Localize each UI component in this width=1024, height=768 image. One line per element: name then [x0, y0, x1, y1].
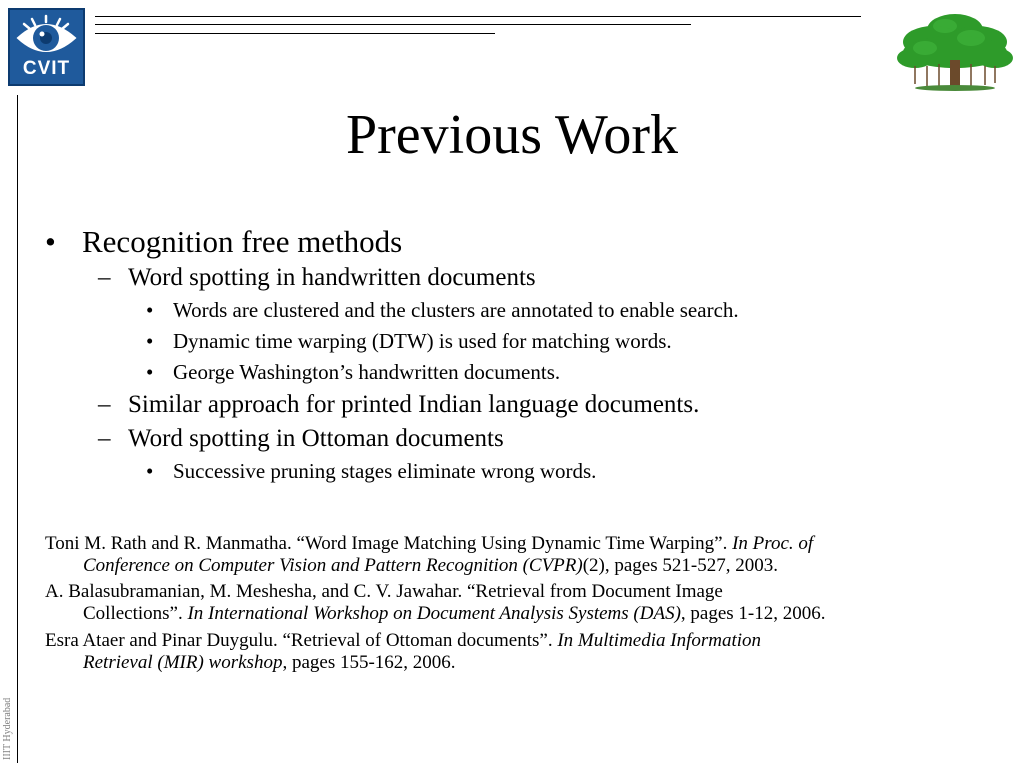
bullet-marker: • [146, 459, 154, 483]
bullet-marker: – [98, 391, 111, 418]
header-rule [95, 33, 495, 34]
reference-item [45, 630, 980, 674]
reference-line [45, 603, 980, 625]
bullet-item: Similar approach for printed Indian language documents. [128, 391, 700, 418]
bullet-marker: – [98, 264, 111, 291]
cvit-logo [8, 8, 85, 86]
reference-venue: In International Workshop on Document Analysis Systems (DAS) [187, 603, 681, 624]
reference-text: Collections”. [83, 603, 188, 624]
bullet-item: Word spotting in Ottoman documents [128, 425, 504, 452]
bullet-marker: • [45, 224, 56, 259]
tree-icon [895, 8, 1015, 92]
reference-venue: Conference on Computer Vision and Pattern Recognition (CVPR) [83, 555, 583, 576]
bullet-item: Successive pruning stages eliminate wrong words. [173, 459, 597, 483]
reference-venue: Retrieval (MIR) workshop [83, 652, 283, 673]
side-rule [17, 95, 18, 763]
bullet-marker: • [146, 360, 154, 384]
logo-text: CVIT [22, 58, 71, 79]
bullet-item: Dynamic time warping (DTW) is used for matching words. [173, 329, 672, 353]
reference-item [45, 533, 980, 577]
reference-line [45, 630, 980, 652]
reference-text: Toni M. Rath and R. Manmatha. “Word Image Matching Using Dynamic Time Warping”. [45, 533, 733, 554]
reference-line [45, 533, 980, 555]
header-rule [95, 16, 861, 17]
reference-text: , pages 1-12, 2006. [680, 603, 826, 624]
reference-text: , pages 155-162, 2006. [282, 652, 456, 673]
reference-text: A. Balasubramanian, M. Meshesha, and C. V. Jawahar. “Retrieval from Document Image [45, 581, 723, 602]
bullet-marker: • [146, 298, 154, 322]
reference-venue: In Multimedia Information [557, 630, 762, 651]
bullet-item: Word spotting in handwritten documents [128, 264, 536, 291]
slide-title: Previous Work [345, 104, 678, 166]
header-rule [95, 24, 691, 25]
bullet-marker: – [98, 425, 111, 452]
reference-line [45, 581, 980, 603]
side-label: IIIT Hyderabad [2, 697, 13, 760]
bullet-marker: • [146, 329, 154, 353]
bullet-item: George Washington’s handwritten documents. [173, 360, 561, 384]
reference-venue: In Proc. of [732, 533, 814, 554]
reference-text: (2), pages 521-527, 2003. [582, 555, 778, 576]
reference-line [45, 652, 980, 674]
reference-text: Esra Ataer and Pinar Duygulu. “Retrieval of Ottoman documents”. [45, 630, 558, 651]
bullet-item: Words are clustered and the clusters are annotated to enable search. [173, 298, 739, 322]
bullet-item: Recognition free methods [82, 224, 403, 259]
reference-item [45, 581, 980, 625]
reference-line [45, 555, 980, 577]
